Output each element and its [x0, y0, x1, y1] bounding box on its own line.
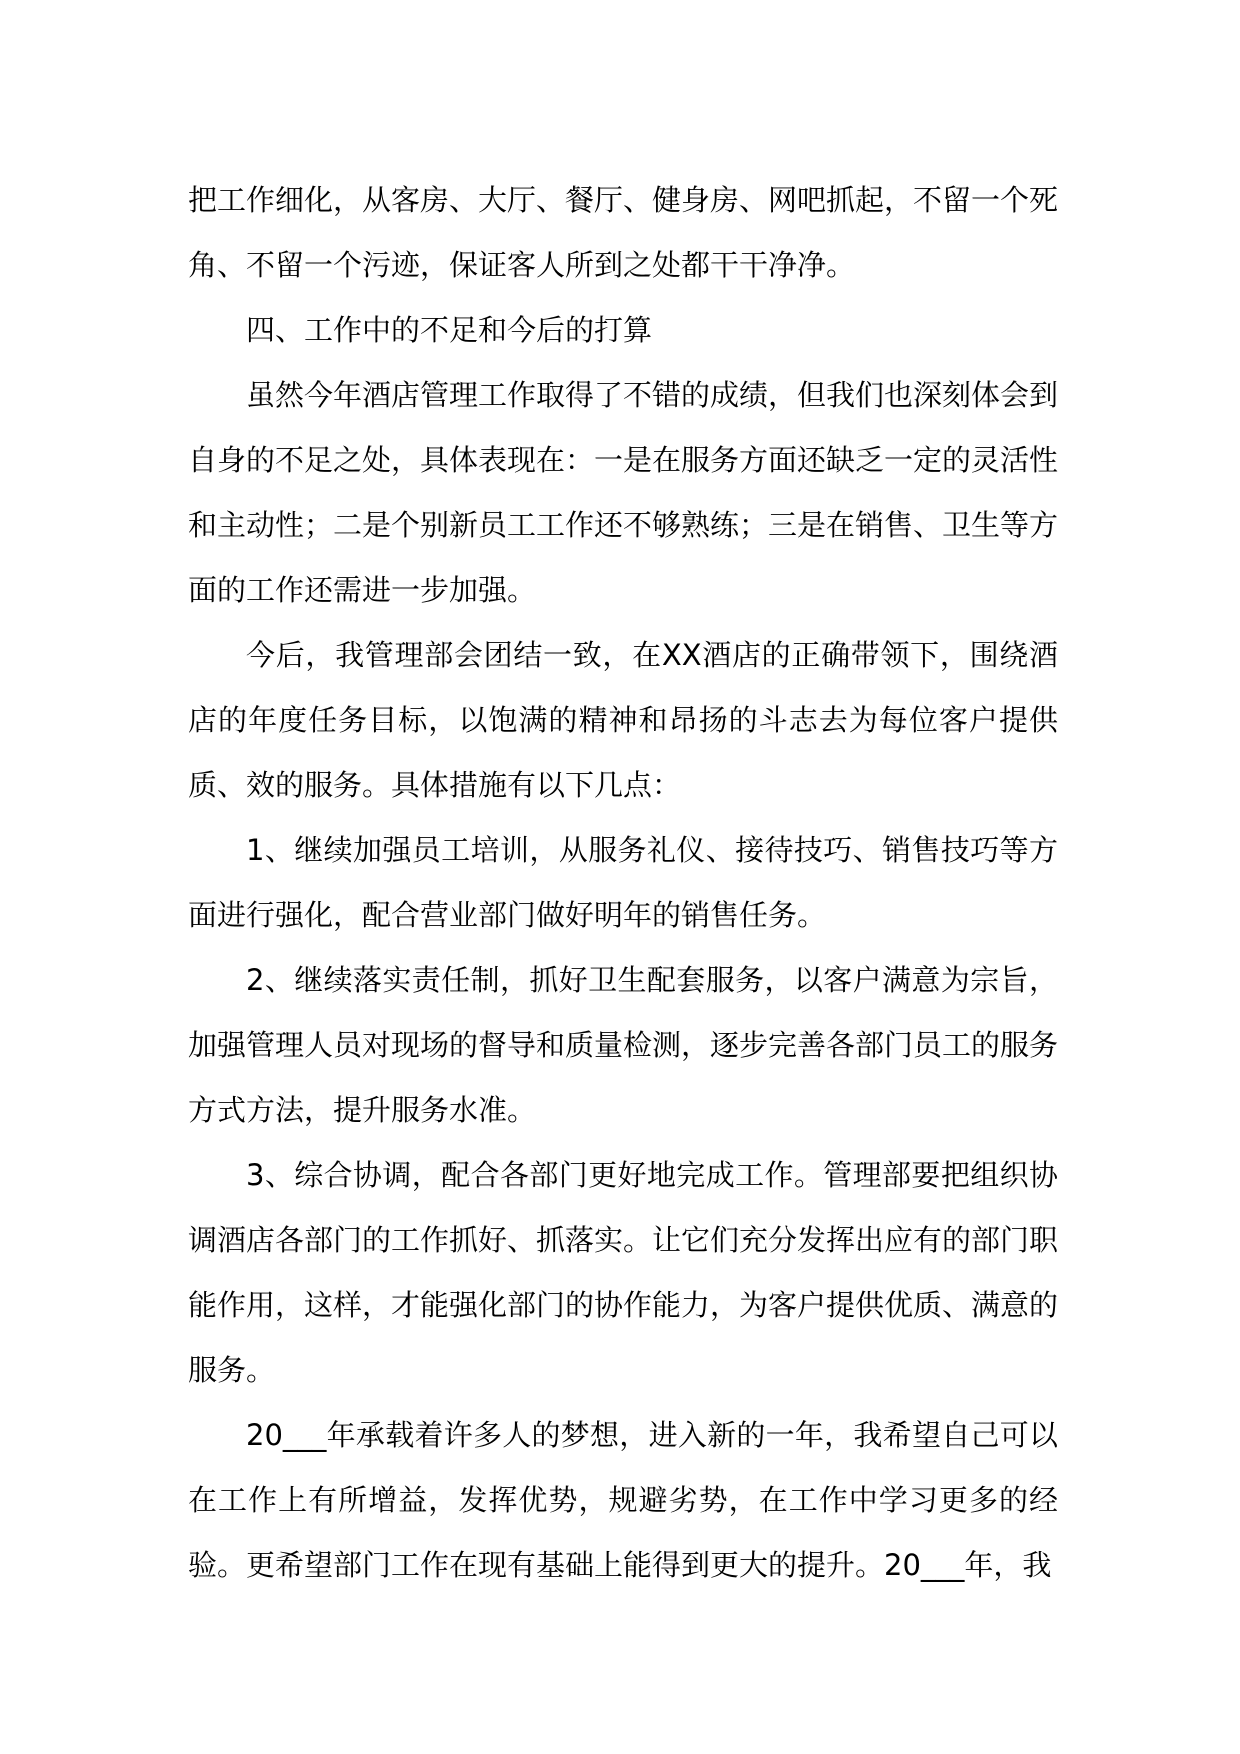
list-item-responsibility: 2、继续落实责任制，抓好卫生配套服务，以客户满意为宗旨，加强管理人员对现场的督导和质量检测，逐步完善各部门员工的服务方式方法，提升服务水准。 — [188, 963, 1059, 1127]
section-heading: 四、工作中的不足和今后的打算 — [246, 313, 653, 347]
list-item-coordination: 3、综合协调，配合各部门更好地完成工作。管理部要把组织协调酒店各部门的工作抓好、抓落实。让它们充分发挥出应有的部门职能作用，这样，才能强化部门的协作能力，为客户提供优质、满意的服务。 — [188, 1158, 1059, 1387]
document-body — [188, 168, 1058, 1598]
list-item-training: 1、继续加强员工培训，从服务礼仪、接待技巧、销售技巧等方面进行强化，配合营业部门做好明年的销售任务。 — [188, 833, 1058, 932]
paragraph-continuation: 把工作细化，从客房、大厅、餐厅、健身房、网吧抓起，不留一个死角、不留一个污迹，保证客人所到之处都干干净净。 — [188, 183, 1059, 282]
paragraph-shortcomings: 虽然今年酒店管理工作取得了不错的成绩，但我们也深刻体会到自身的不足之处，具体表现在：一是在服务方面还缺乏一定的灵活性和主动性；二是个别新员工工作还不够熟练；三是在销售、卫生等方面的工作还需进一步加强。 — [188, 378, 1059, 607]
paragraph-new-year: 20___年承载着许多人的梦想，进入新的一年，我希望自己可以在工作上有所增益，发挥优势，规避劣势，在工作中学习更多的经验。更希望部门工作在现有基础上能得到更大的提升。20___年，我 — [188, 1418, 1058, 1582]
paragraph-future-plan: 今后，我管理部会团结一致，在XX酒店的正确带领下，围绕酒店的年度任务目标，以饱满的精神和昂扬的斗志去为每位客户提供质、效的服务。具体措施有以下几点： — [188, 638, 1058, 802]
